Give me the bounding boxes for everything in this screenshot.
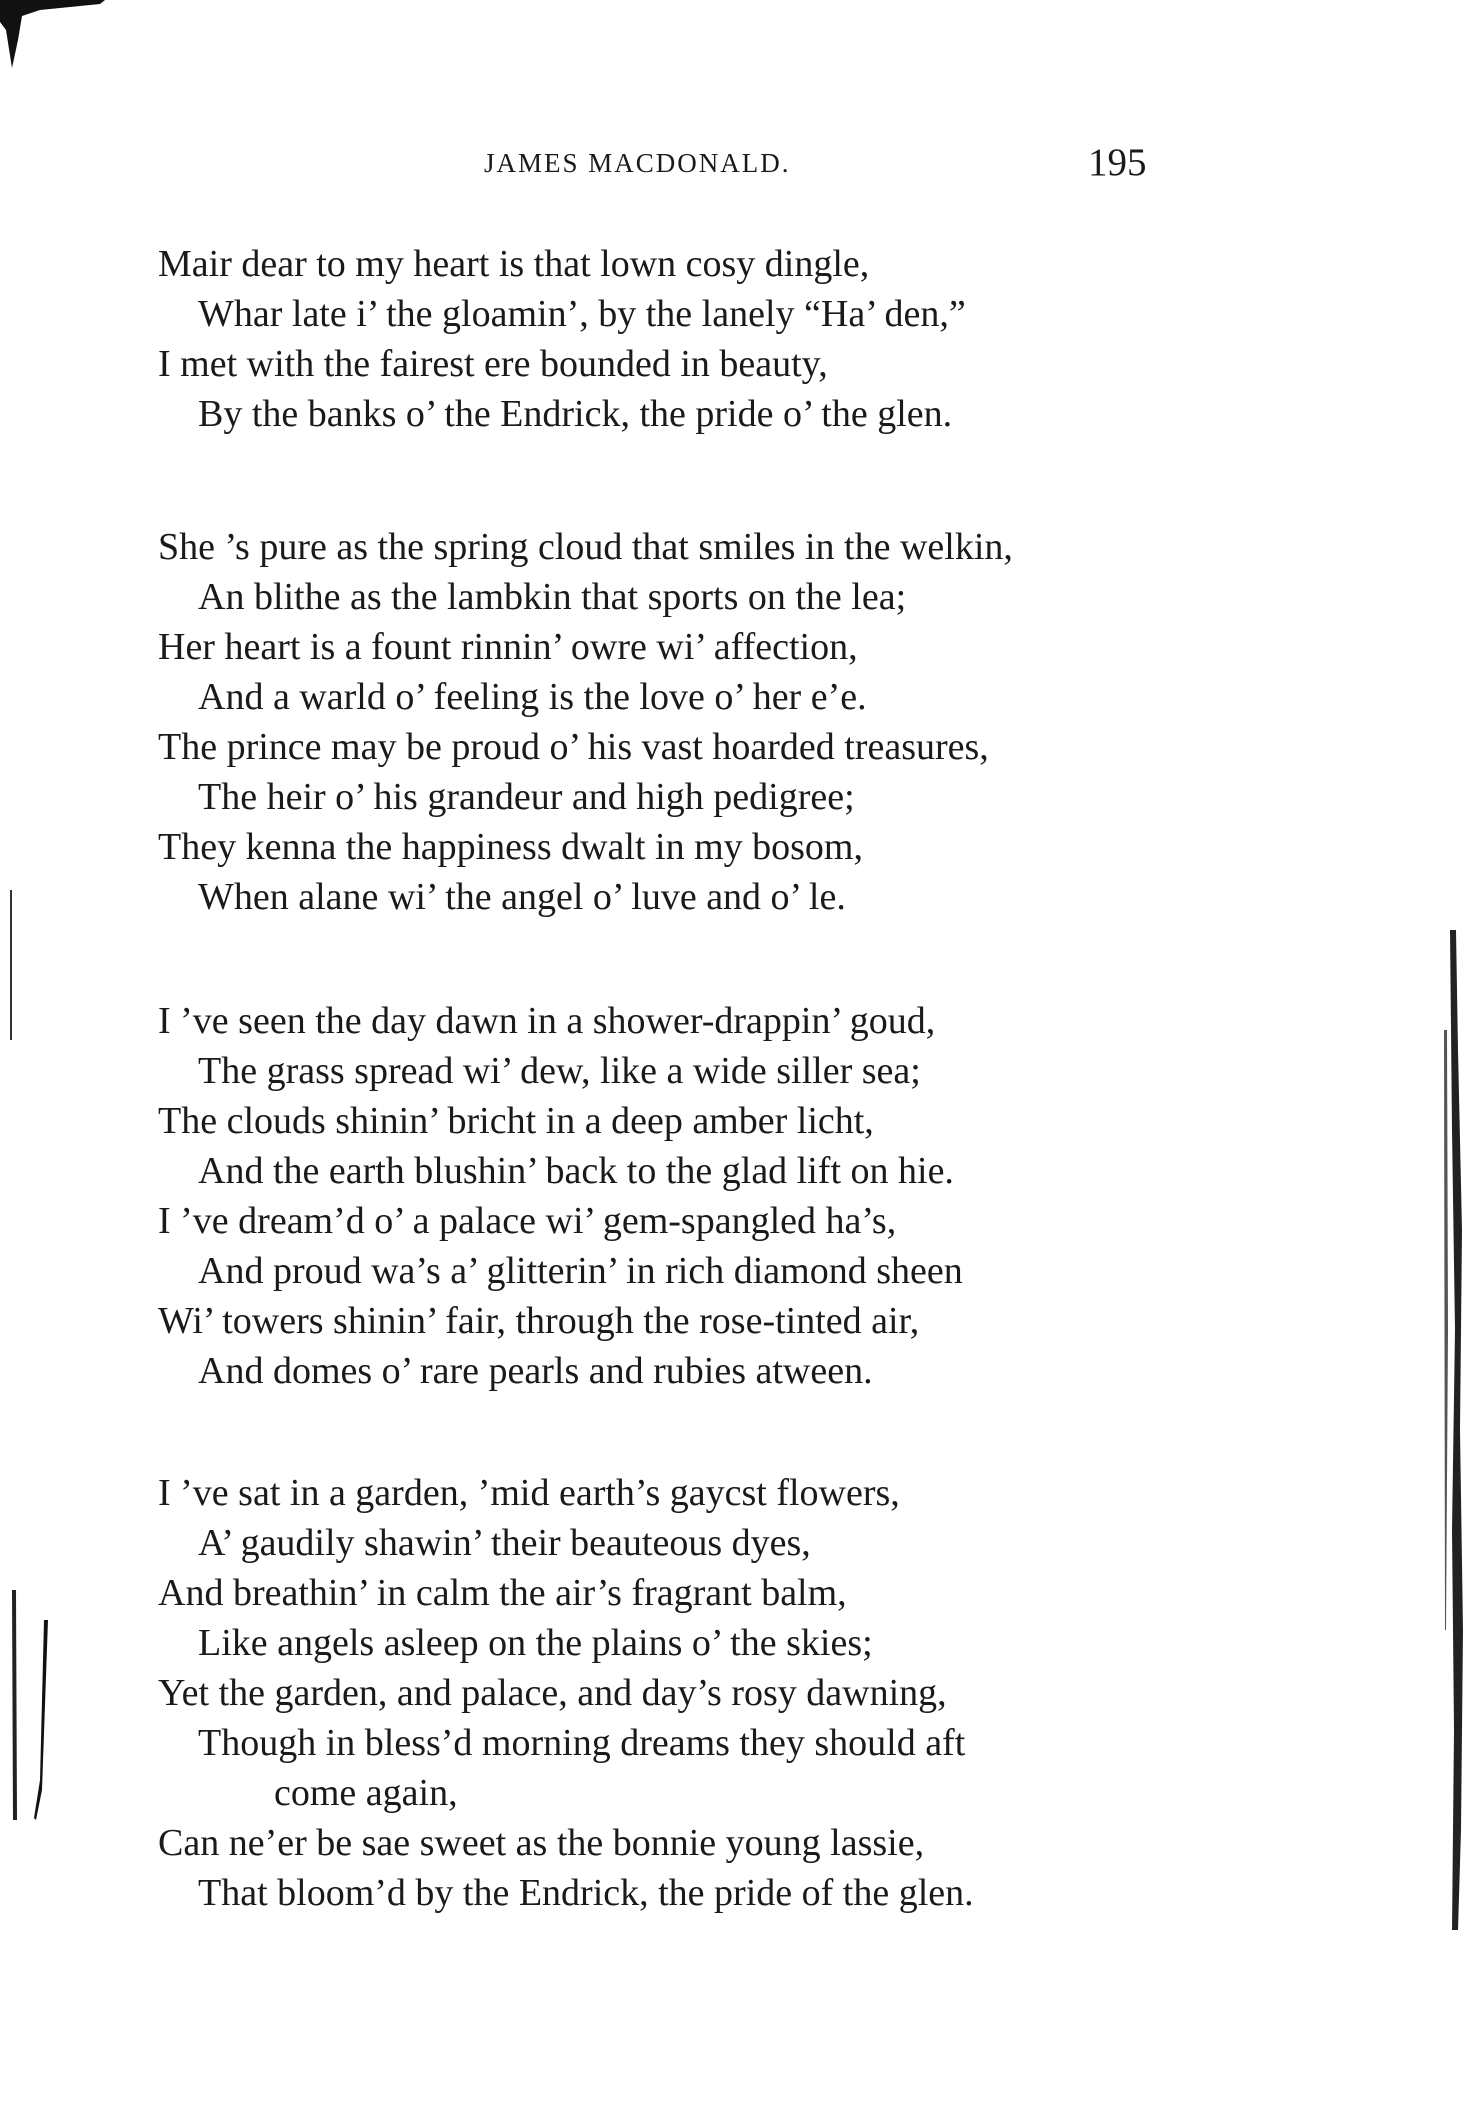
verse-line: The prince may be proud o’ his vast hoarded treasures,: [158, 726, 989, 768]
verse-line: Whar late i’ the gloamin’, by the lanely “Ha’ den,”: [198, 293, 966, 335]
scan-left-mark-lower: [8, 1590, 48, 1820]
verse-line: A’ gaudily shawin’ their beauteous dyes,: [198, 1522, 811, 1564]
verse-line: And domes o’ rare pearls and rubies atween.: [198, 1350, 873, 1392]
scan-corner-mark: [0, 0, 105, 70]
verse-line: When alane wi’ the angel o’ luve and o’ le.: [198, 876, 846, 918]
verse-line: She ’s pure as the spring cloud that smiles in the welkin,: [158, 526, 1013, 568]
scan-left-mark-upper: [8, 890, 16, 1040]
verse-line: I ’ve seen the day dawn in a shower-drappin’ goud,: [158, 1000, 936, 1042]
verse-line: And the earth blushin’ back to the glad lift on hie.: [198, 1150, 954, 1192]
verse-line: Mair dear to my heart is that lown cosy dingle,: [158, 243, 870, 285]
verse-line: The heir o’ his grandeur and high pedigree;: [198, 776, 855, 818]
verse-line: And proud wa’s a’ glitterin’ in rich diamond sheen: [198, 1250, 963, 1292]
verse-line: An blithe as the lambkin that sports on the lea;: [198, 576, 907, 618]
running-head: JAMES MACDONALD.: [484, 148, 791, 178]
verse-line: Like angels asleep on the plains o’ the skies;: [198, 1622, 873, 1664]
verse-line-continuation: come again,: [274, 1772, 458, 1814]
page-number: 195: [1088, 141, 1147, 184]
verse-line: The clouds shinin’ bricht in a deep amber licht,: [158, 1100, 874, 1142]
verse-line: I met with the fairest ere bounded in beauty,: [158, 343, 828, 385]
verse-line: Though in bless’d morning dreams they should aft: [198, 1722, 966, 1764]
verse-line: Her heart is a fount rinnin’ owre wi’ affection,: [158, 626, 858, 668]
verse-line: Wi’ towers shinin’ fair, through the rose-tinted air,: [158, 1300, 920, 1342]
verse-line: And breathin’ in calm the air’s fragrant balm,: [158, 1572, 847, 1614]
verse-line: And a warld o’ feeling is the love o’ her e’e.: [198, 676, 867, 718]
verse-line: That bloom’d by the Endrick, the pride of the glen.: [198, 1872, 974, 1914]
verse-line: Can ne’er be sae sweet as the bonnie young lassie,: [158, 1822, 925, 1864]
verse-line: Yet the garden, and palace, and day’s rosy dawning,: [158, 1672, 947, 1714]
verse-line: I ’ve sat in a garden, ’mid earth’s gaycst flowers,: [158, 1472, 900, 1514]
verse-line: The grass spread wi’ dew, like a wide siller sea;: [198, 1050, 921, 1092]
scan-edge-shadow: [1440, 930, 1468, 1930]
verse-line: By the banks o’ the Endrick, the pride o’ the glen.: [198, 393, 953, 435]
verse-line: I ’ve dream’d o’ a palace wi’ gem-spangled ha’s,: [158, 1200, 897, 1242]
verse-line: They kenna the happiness dwalt in my bosom,: [158, 826, 863, 868]
